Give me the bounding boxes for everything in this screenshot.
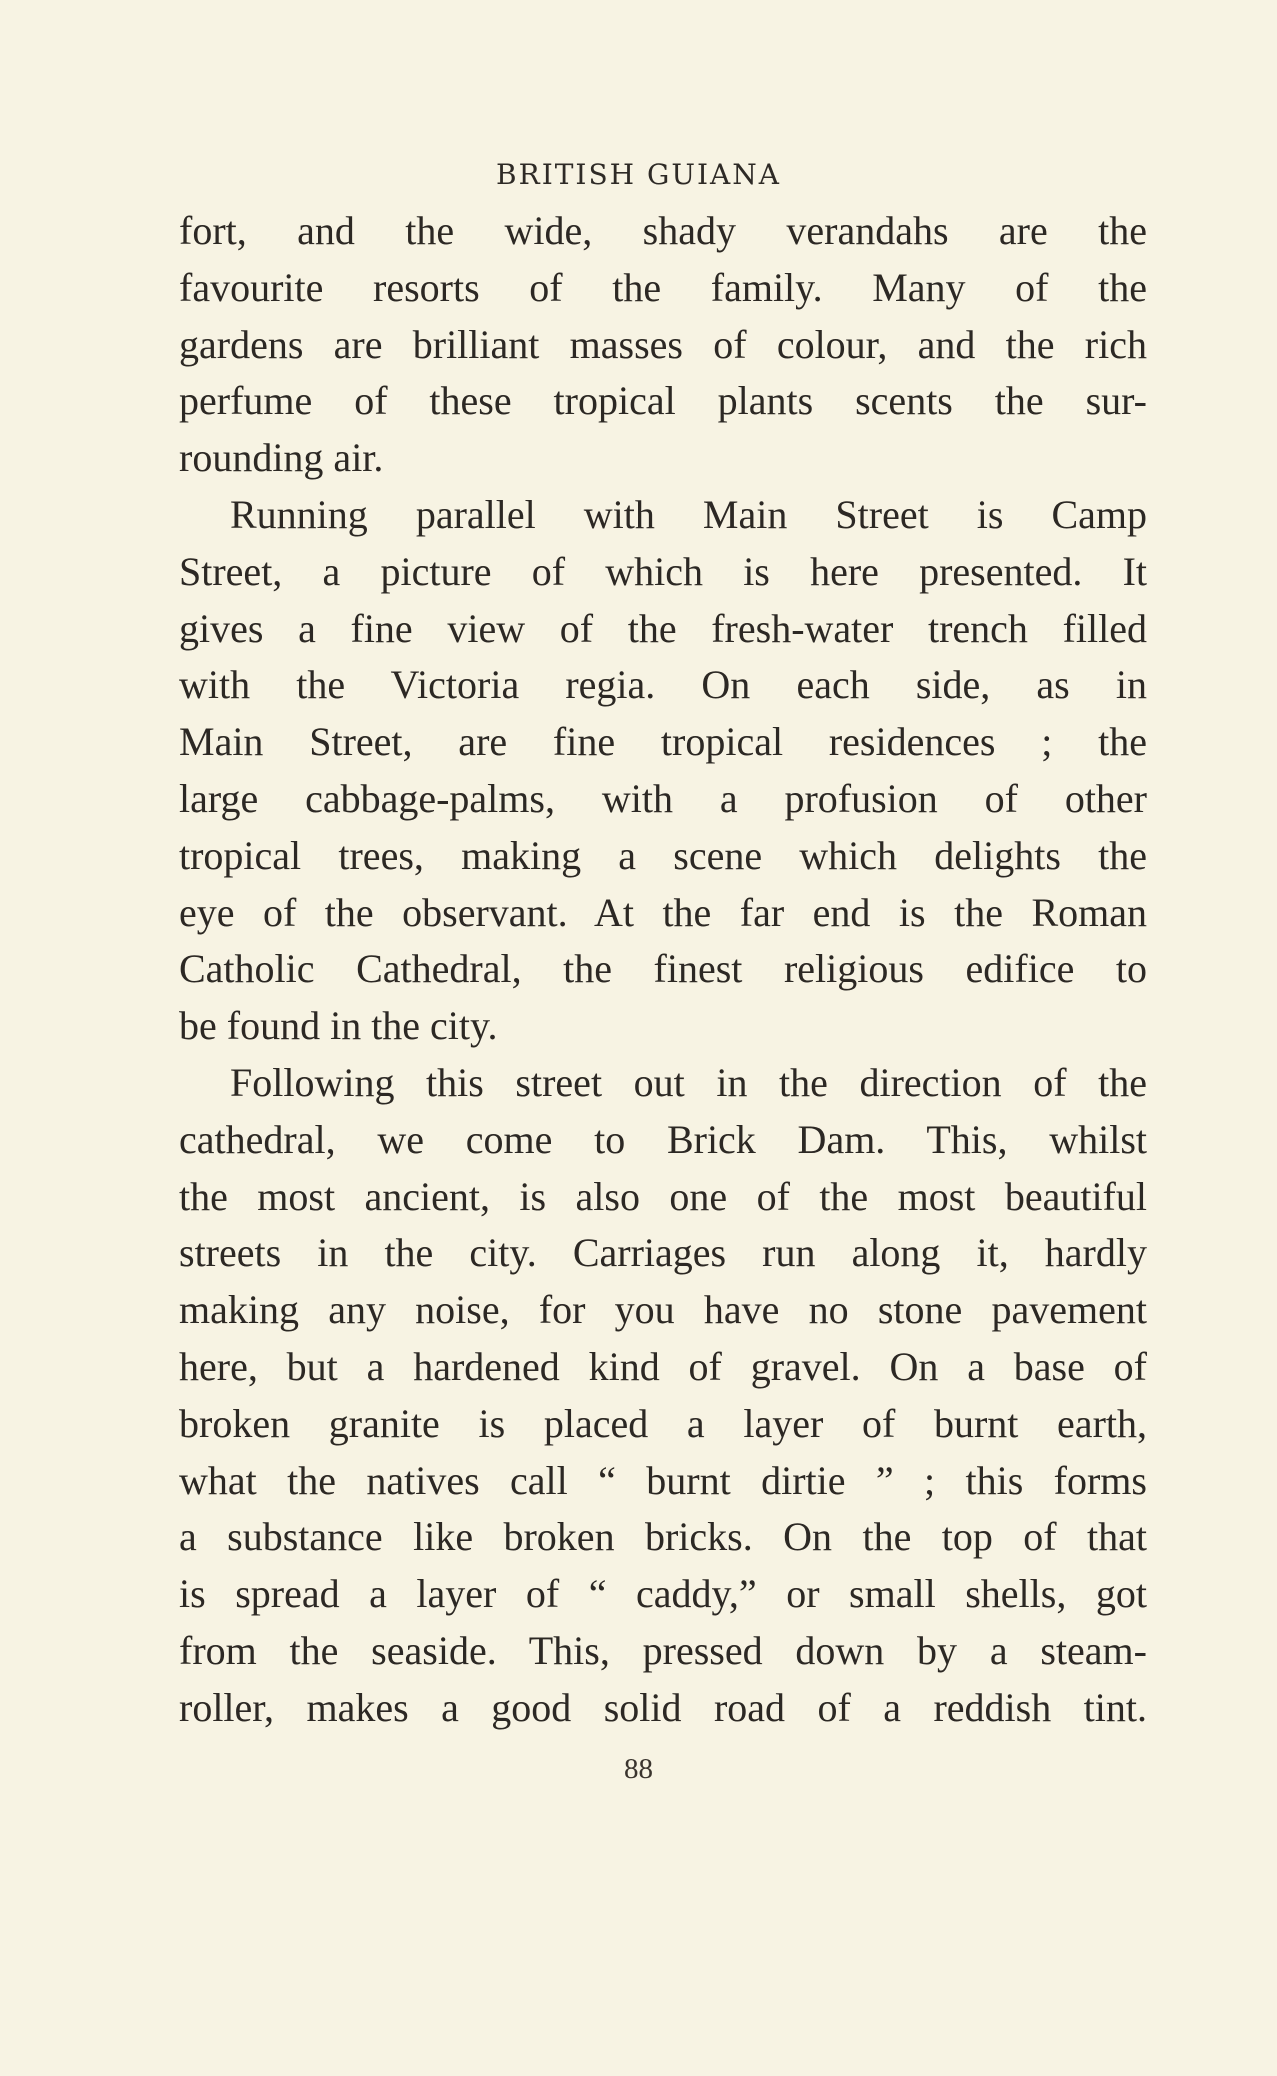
text-line: eye of the observant. At the far end is the Roman (179, 889, 1147, 935)
text-line: Catholic Cathedral, the finest religious edifice to (179, 946, 1147, 992)
text-line: tropical trees, making a scene which delights the (179, 832, 1147, 878)
body-text (179, 203, 1147, 1737)
text-line: what the natives call “ burnt dirtie ” ; this forms (179, 1457, 1147, 1503)
text-line: favourite resorts of the family. Many of the (179, 264, 1147, 310)
text-line: making any noise, for you have no stone pavement (179, 1287, 1147, 1333)
text-line: streets in the city. Carriages run along it, hardly (179, 1230, 1147, 1276)
text-line: rounding air. (179, 435, 384, 481)
text-line: a substance like broken bricks. On the top of that (179, 1514, 1147, 1560)
text-line: Street, a picture of which is here presented. It (179, 548, 1147, 594)
text-line: large cabbage-palms, with a profusion of other (179, 775, 1147, 821)
text-line: the most ancient, is also one of the most beautiful (179, 1173, 1147, 1219)
text-line: from the seaside. This, pressed down by a steam- (179, 1627, 1147, 1673)
text-line: roller, makes a good solid road of a reddish tint. (179, 1684, 1147, 1730)
text-line: fort, and the wide, shady verandahs are the (179, 208, 1147, 253)
text-line: be found in the city. (179, 1003, 498, 1049)
text-line: here, but a hardened kind of gravel. On a base of (179, 1343, 1147, 1389)
text-line: Running parallel with Main Street is Camp (230, 491, 1147, 537)
running-title: BRITISH GUIANA (496, 158, 781, 191)
text-line: gives a fine view of the fresh-water trench filled (179, 605, 1147, 651)
page-number: 88 (624, 1753, 653, 1785)
text-line: Following this street out in the direction of the (230, 1059, 1147, 1105)
text-line: gardens are brilliant masses of colour, and the rich (179, 321, 1147, 367)
text-line: cathedral, we come to Brick Dam. This, whilst (179, 1116, 1147, 1162)
text-line: perfume of these tropical plants scents the sur- (179, 378, 1147, 424)
text-line: with the Victoria regia. On each side, as in (179, 662, 1147, 708)
text-line: Main Street, are fine tropical residences ; the (179, 719, 1147, 765)
text-line: is spread a layer of “ caddy,” or small shells, got (179, 1571, 1147, 1617)
text-line: broken granite is placed a layer of burnt earth, (179, 1400, 1147, 1446)
